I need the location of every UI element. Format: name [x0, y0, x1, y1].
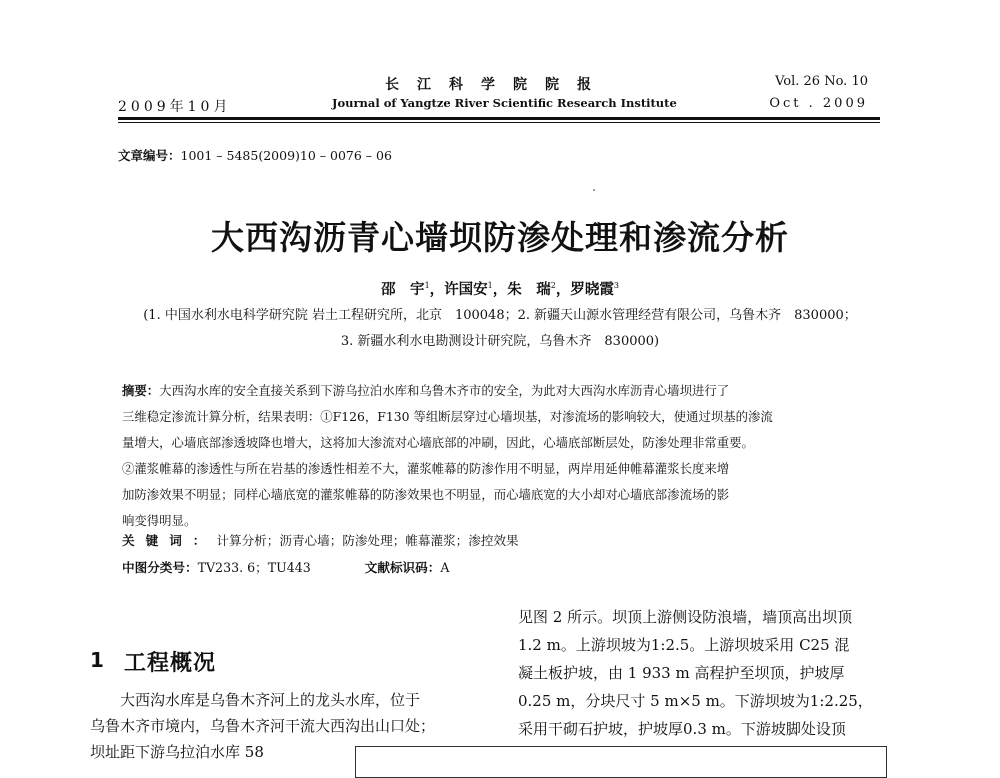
header-date: 2009年10月 [118, 99, 232, 115]
section-title: 工程概况 [124, 651, 217, 676]
journal-name-en: Journal of Yangtze River Scientific Research Institute [332, 96, 677, 110]
journal-name-cn: 长江科学院院报 [385, 77, 609, 93]
author-name: 朱 瑞 [507, 281, 551, 298]
affiliation-line: (1. 中国水利水电科学研究院 岩土工程研究所，北京 100048；2. 新疆天山源水管理经营有限公司，乌鲁木齐 830000； [143, 308, 857, 323]
figure-frame [355, 746, 887, 778]
affiliation-line: 3. 新疆水利水电勘测设计研究院，乌鲁木齐 830000) [340, 334, 660, 349]
issue-date-en: Oct . 2009 [769, 96, 868, 111]
body-line: 大西沟水库是乌鲁木齐河上的龙头水库，位于 [90, 691, 421, 709]
header-rule-thick [118, 117, 880, 120]
classification [122, 557, 449, 576]
body-line: 见图 2 所示。坝顶上游侧设防浪墙，墙顶高出坝顶 [518, 608, 853, 626]
article-number-value: 1001 – 5485(2009)10 – 0076 – 06 [180, 148, 392, 163]
clc-value: TV233. 6；TU443 [197, 560, 311, 575]
abstract-line: ②灌浆帷幕的渗透性与所在岩基的渗透性相差不大，灌浆帷幕的防渗作用不明显，两岸用延伸帷幕灌浆长度来增 [122, 461, 730, 476]
author-name: 许国安 [444, 281, 488, 298]
author-separator: ， [492, 281, 508, 298]
author-affiliation-mark: 2 [550, 281, 556, 291]
keywords [122, 530, 519, 549]
abstract-line: 三维稳定渗流计算分析，结果表明：①F126，F130 等组断层穿过心墙坝基，对渗流场的影响较大，使通过坝基的渗流 [122, 409, 773, 424]
abstract-line: 加防渗效果不明显；同样心墙底宽的灌浆帷幕的防渗效果也不明显，而心墙底宽的大小却对心墙底部渗流场的影 [122, 487, 730, 502]
paper-title: 大西沟沥青心墙坝防渗处理和渗流分析 [211, 218, 789, 257]
author-affiliation-mark: 1 [487, 281, 493, 291]
body-line: 1.2 m。上游坝坡为1:2.5。上游坝坡采用 C25 混 [518, 636, 850, 654]
body-line: 采用干砌石护坡，护坡厚0.3 m。下游坡脚处设顶 [518, 720, 846, 738]
doc-id-label: 文献标识码： [364, 560, 441, 575]
body-line: 坝址距下游乌拉泊水库 58 [90, 743, 264, 761]
section-number: 1 [90, 648, 104, 672]
body-line: 0.25 m，分块尺寸 5 m×5 m。下游坝坡为1:2.25， [518, 692, 873, 710]
author-name: 罗晓霞 [570, 281, 614, 298]
abstract-text: 大西沟水库的安全直接关系到下游乌拉泊水库和乌鲁木齐市的安全，为此对大西沟水库沥青心墙坝进行了 [159, 383, 730, 398]
author-affiliation-mark: 1 [424, 281, 430, 291]
clc-label: 中图分类号： [122, 560, 198, 575]
article-number [118, 146, 392, 164]
volume-number: Vol. 26 No. 10 [775, 74, 868, 89]
abstract-line [122, 381, 729, 399]
author-separator: ， [429, 281, 445, 298]
body-line: 凝土板护坡，由 1 933 m 高程护至坝顶，护坡厚 [518, 664, 845, 682]
doc-id-value: A [440, 560, 450, 575]
article-number-label: 文章编号： [118, 148, 181, 163]
header-rule-thin [118, 122, 880, 123]
abstract-line: 量增大，心墙底部渗透坡降也增大，这将加大渗流对心墙底部的冲刷，因此，心墙底部断层处，防渗处理非常重要。 [122, 435, 754, 450]
body-line: 乌鲁木齐市境内，乌鲁木齐河干流大西沟出山口处； [90, 717, 436, 735]
author-name: 邵 宇 [381, 281, 425, 298]
keywords-value: 计算分析；沥青心墙；防渗处理；帷幕灌浆；渗控效果 [216, 533, 519, 548]
author-affiliation-mark: 3 [613, 281, 619, 291]
document-id [365, 557, 450, 576]
abstract-label: 摘要： [122, 383, 160, 398]
author-separator: ， [555, 281, 571, 298]
abstract-line: 响变得明显。 [122, 513, 197, 528]
author-list [0, 278, 1000, 299]
scan-speck [593, 189, 595, 191]
keywords-label: 关键词： [122, 533, 217, 548]
